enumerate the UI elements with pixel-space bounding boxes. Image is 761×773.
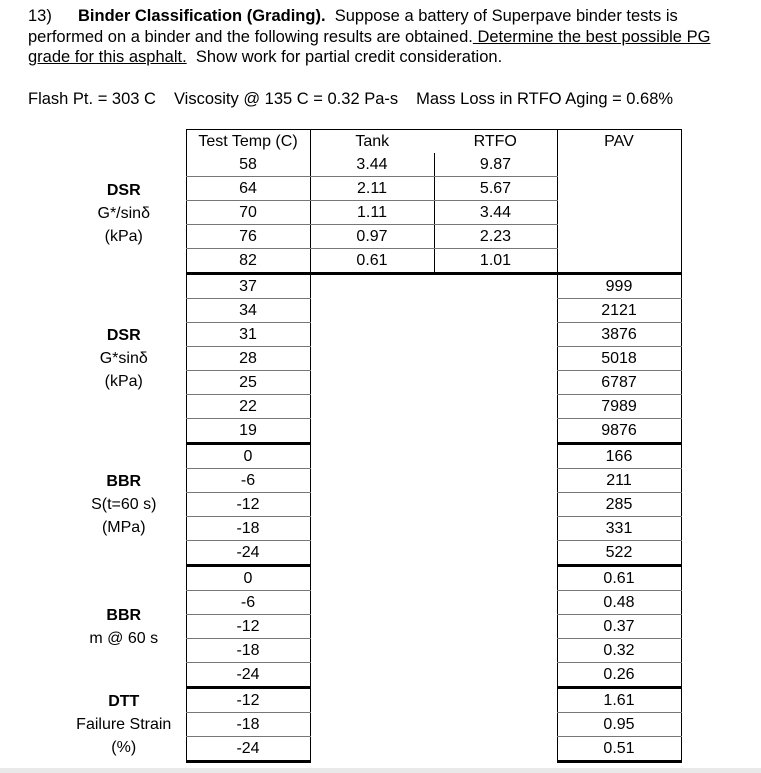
rtfo-cell [434,419,557,444]
test-name: DSR [106,327,141,344]
rtfo-cell: 3.44 [434,201,557,225]
pav-cell: 3876 [557,323,681,347]
pav-cell: 9876 [557,419,681,444]
test-label [62,444,186,566]
test-label [62,274,186,444]
temp-cell: 58 [186,153,310,177]
tank-cell [310,566,434,591]
pav-cell: 999 [557,274,681,299]
pav-cell: 211 [557,469,681,493]
tank-cell [310,541,434,566]
test-name: BBR [106,606,142,624]
pav-cell: 6787 [557,371,681,395]
page-bottom-strip [0,768,761,773]
rtfo-cell [434,591,557,615]
problem-task: Determine the best possible PG grade for this asphalt. [28,27,711,66]
tank-cell [310,591,434,615]
temp-cell: -24 [186,541,310,566]
table-body [62,153,681,762]
rtfo-cell [434,541,557,566]
problem-title: Binder Classification (Grading). [78,7,326,25]
pav-cell: 166 [557,444,681,469]
rtfo-cell [434,566,557,591]
rtfo-cell [434,299,557,323]
temp-cell: 64 [186,177,310,201]
given-properties [28,90,691,109]
table-row [62,274,681,299]
pav-cell: 2121 [557,299,681,323]
problem-text: Suppose a battery of Superpave binder tests is performed on a binder and the following results are obtained. [28,7,678,46]
temp-cell: 70 [186,201,310,225]
rtfo-cell [434,274,557,299]
pav-cell: 5018 [557,347,681,371]
tank-cell [310,299,434,323]
pav-cell: 522 [557,541,681,566]
test-parameter: m @ 60 s [89,629,159,647]
rtfo-cell [434,517,557,541]
tank-cell: 2.11 [310,177,434,201]
problem-note: Show work for partial credit consideration. [195,48,503,66]
rtfo-cell [434,663,557,688]
corner-cell [62,130,186,154]
pav-cell: 7989 [557,395,681,419]
temp-cell: 31 [186,323,310,347]
header-pav: PAV [557,130,681,154]
viscosity: Viscosity @ 135 C = 0.32 Pa-s [173,90,399,108]
rtfo-cell [434,639,557,663]
tank-cell: 3.44 [310,153,434,177]
table-row [62,566,681,591]
tank-cell: 1.11 [310,201,434,225]
tank-cell [310,274,434,299]
rtfo-cell [434,323,557,347]
problem-statement [28,6,748,68]
temp-cell: 76 [186,225,310,249]
tank-cell [310,639,434,663]
temp-cell: 19 [186,419,310,444]
temp-cell: 25 [186,371,310,395]
pav-cell [557,177,681,201]
test-name: BBR [106,473,142,490]
temp-cell: -12 [186,615,310,639]
rtfo-cell [434,713,557,737]
test-parameter: G*sinδ [99,350,148,367]
temp-cell: -6 [186,591,310,615]
test-unit: (kPa) [104,227,143,245]
test-parameter: Failure Strain [76,716,172,733]
pav-cell [557,153,681,177]
rtfo-cell [434,371,557,395]
temp-cell: 34 [186,299,310,323]
pav-cell: 0.61 [557,566,681,591]
table-row [62,688,681,713]
rtfo-cell [434,615,557,639]
tank-cell [310,517,434,541]
test-label [62,566,186,688]
tank-cell [310,469,434,493]
pav-cell: 285 [557,493,681,517]
pav-cell [557,225,681,249]
test-unit: (MPa) [101,519,146,536]
temp-cell: 22 [186,395,310,419]
header-test-temp: Test Temp (C) [186,130,310,154]
temp-cell: -6 [186,469,310,493]
temp-cell: -18 [186,517,310,541]
pav-cell: 0.51 [557,737,681,762]
rtfo-cell: 9.87 [434,153,557,177]
tank-cell [310,737,434,762]
test-unit: (%) [111,739,137,756]
tank-cell [310,688,434,713]
rtfo-cell [434,737,557,762]
rtfo-cell [434,347,557,371]
pav-cell: 0.95 [557,713,681,737]
rtfo-cell: 2.23 [434,225,557,249]
pav-cell: 1.61 [557,688,681,713]
temp-cell: -24 [186,737,310,762]
temp-cell: 37 [186,274,310,299]
tank-cell [310,713,434,737]
test-label [62,688,186,762]
temp-cell: -24 [186,663,310,688]
tank-cell [310,347,434,371]
flash-point: Flash Pt. = 303 C [28,90,156,108]
test-label [62,153,186,274]
header-rtfo: RTFO [434,130,557,154]
tank-cell [310,395,434,419]
tank-cell [310,615,434,639]
table-row [62,153,681,177]
tank-cell [310,663,434,688]
rtfo-cell: 1.01 [434,249,557,274]
rtfo-cell [434,493,557,517]
temp-cell: -12 [186,688,310,713]
temp-cell: -18 [186,713,310,737]
header-tank: Tank [310,130,434,154]
pav-cell [557,201,681,225]
table-row [62,444,681,469]
test-parameter: G*/sinδ [97,204,150,222]
temp-cell: 82 [186,249,310,274]
rtfo-cell [434,688,557,713]
mass-loss: Mass Loss in RTFO Aging = 0.68% [416,90,674,108]
tank-cell: 0.97 [310,225,434,249]
tank-cell [310,493,434,517]
temp-cell: 0 [186,444,310,469]
temp-cell: -18 [186,639,310,663]
temp-cell: -12 [186,493,310,517]
temp-cell: 0 [186,566,310,591]
test-name: DSR [106,181,141,199]
pav-cell: 0.48 [557,591,681,615]
pav-cell [557,249,681,274]
test-unit: (kPa) [104,373,143,390]
pav-cell: 0.37 [557,615,681,639]
binder-test-table [62,129,682,763]
rtfo-cell [434,395,557,419]
pav-cell: 0.32 [557,639,681,663]
problem-number: 13) [28,7,52,25]
temp-cell: 28 [186,347,310,371]
tank-cell: 0.61 [310,249,434,274]
tank-cell [310,444,434,469]
test-name: DTT [108,693,140,710]
rtfo-cell: 5.67 [434,177,557,201]
tank-cell [310,323,434,347]
test-parameter: S(t=60 s) [91,496,157,513]
rtfo-cell [434,469,557,493]
pav-cell: 331 [557,517,681,541]
pav-cell: 0.26 [557,663,681,688]
tank-cell [310,371,434,395]
rtfo-cell [434,444,557,469]
tank-cell [310,419,434,444]
